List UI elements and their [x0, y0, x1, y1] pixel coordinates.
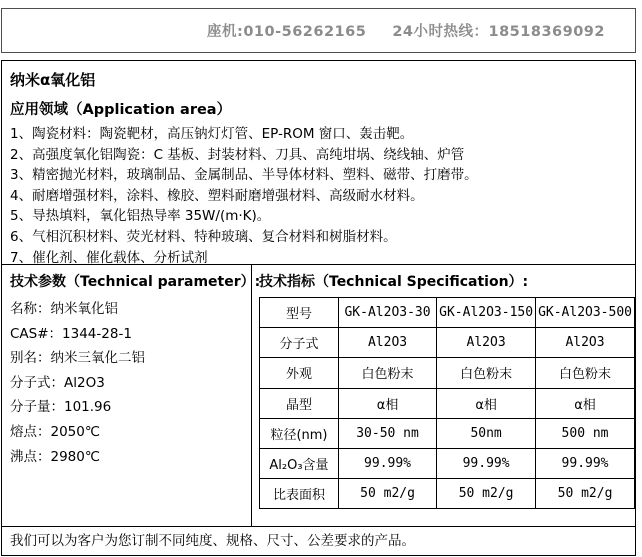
- contact-bar: [1, 8, 636, 53]
- spec-cell: Al2O3: [437, 328, 536, 358]
- parameter-line-alias: 别名：纳米三氧化二铝: [10, 350, 145, 367]
- application-item: 3、精密抛光材料，玻璃制品、金属制品、半导体材料、塑料、磁带、打磨带。: [10, 167, 478, 184]
- application-list: [10, 124, 627, 264]
- parameter-line-cas: CAS#：1344-28-1: [10, 325, 132, 342]
- spec-row-label: 比表面积: [260, 479, 339, 509]
- spec-col-header: GK-Al2O3-150: [437, 298, 536, 328]
- product-spec-sheet: [1, 60, 636, 556]
- spec-cell: 白色粉末: [437, 358, 536, 388]
- spec-cell: 30-50 nm: [338, 418, 436, 448]
- spec-cell: 50 m2/g: [536, 479, 635, 509]
- spec-table-row: [260, 328, 635, 358]
- spec-cell: 50 m2/g: [437, 479, 536, 509]
- application-item: 5、导热填料，氧化铝热导率 35W/(m·K)。: [10, 208, 271, 225]
- parameter-line-name: 名称：纳米氧化铝: [10, 301, 118, 317]
- specification-heading: 技术指标（Technical Specification）:: [259, 274, 529, 290]
- spec-row-label: 型号: [260, 298, 339, 328]
- spec-cell: α相: [437, 388, 536, 418]
- spec-cell: 500 nm: [536, 418, 635, 448]
- phone-number: 座机:010-56262165: [207, 24, 367, 40]
- spec-row-label: Al₂O₃含量: [260, 448, 339, 478]
- parameter-line-formula: 分子式：Al2O3: [10, 374, 105, 391]
- spec-cell: Al2O3: [338, 328, 436, 358]
- spec-table-row: [260, 448, 635, 478]
- spec-col-header: GK-Al2O3-500: [536, 298, 635, 328]
- spec-cell: α相: [338, 388, 436, 418]
- application-section: [2, 61, 635, 264]
- application-item: 7、催化剂、催化载体、分析试剂: [10, 249, 208, 264]
- spec-table-row: [260, 298, 635, 328]
- parameters-heading: 技术参数（Technical parameter）:: [10, 274, 261, 290]
- spec-table-row: [260, 418, 635, 448]
- hotline-number: 24小时热线：18518369092: [392, 24, 605, 40]
- spec-row-label: 粒径(nm): [260, 418, 339, 448]
- spec-table-row: [260, 388, 635, 418]
- spec-cell: 白色粉末: [536, 358, 635, 388]
- spec-cell: 50nm: [437, 418, 536, 448]
- spec-row-label: 外观: [260, 358, 339, 388]
- spec-table-row: [260, 358, 635, 388]
- application-item: 1、陶瓷材料：陶瓷靶材，高压钠灯灯管、EP-ROM 窗口、轰击靶。: [10, 126, 414, 142]
- spec-row-label: 分子式: [260, 328, 339, 358]
- spec-row-label: 晶型: [260, 388, 339, 418]
- parameters-and-spec-section: [2, 264, 635, 526]
- application-item: 4、耐磨增强材料，涂料、橡胶、塑料耐磨增强材料、高级耐水材料。: [10, 187, 424, 204]
- spec-cell: 50 m2/g: [338, 479, 436, 509]
- technical-parameters-panel: [2, 265, 261, 526]
- page-title: 纳米α氧化铝: [10, 71, 96, 89]
- application-item: 6、气相沉积材料、荧光材料、特种玻璃、复合材料和树脂材料。: [10, 228, 397, 245]
- application-item: 2、高强度氧化铝陶瓷：C 基板、封装材料、刀具、高纯坩埚、绕线轴、炉管: [10, 146, 465, 163]
- spec-table-row: [260, 479, 635, 509]
- spec-cell: α相: [536, 388, 635, 418]
- custom-order-note: 我们可以为客户为您订制不同纯度、规格、尺寸、公差要求的产品。: [2, 526, 635, 555]
- parameter-line-melting-point: 熔点：2050℃: [10, 423, 101, 440]
- parameter-line-boiling-point: 沸点：2980℃: [10, 448, 101, 465]
- spec-col-header: GK-Al2O3-30: [338, 298, 436, 328]
- application-heading: 应用领域（Application area）: [10, 102, 232, 118]
- spec-cell: 99.99%: [338, 448, 436, 478]
- parameter-line-molweight: 分子量：101.96: [10, 399, 112, 416]
- spec-table: [259, 297, 635, 509]
- spec-cell: Al2O3: [536, 328, 635, 358]
- technical-specification-panel: [252, 265, 635, 526]
- spec-cell: 白色粉末: [338, 358, 436, 388]
- spec-cell: 99.99%: [536, 448, 635, 478]
- spec-cell: 99.99%: [437, 448, 536, 478]
